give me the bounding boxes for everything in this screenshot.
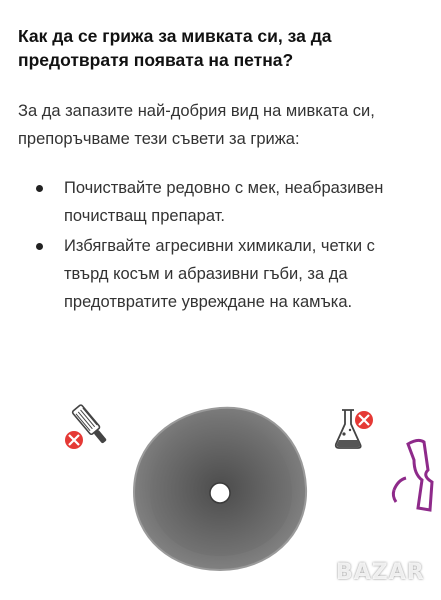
tip-text: Избягвайте агресивни химикали, четки с твърд косъм и абразивни гъби, за да предотвратите увреждане на камъка. — [64, 237, 375, 311]
article-heading: Как да се грижа за мивката си, за да предотвратя появата на петна? — [18, 26, 332, 70]
tip-text: Почиствайте редовно с мек, неабразивен почистващ препарат. — [64, 179, 384, 225]
no-hard-brush-icon — [58, 400, 110, 456]
sponge-icon — [388, 430, 441, 530]
bullet-icon — [36, 185, 43, 192]
list-item — [18, 232, 418, 316]
list-item — [18, 174, 418, 230]
no-chemicals-icon — [328, 400, 380, 456]
bullet-icon — [36, 243, 43, 250]
article-intro: За да запазите най-добрия вид на мивката си, препоръчваме тези съвети за грижа: — [18, 102, 375, 148]
stone-sink-image — [128, 400, 312, 576]
care-tips-list — [18, 174, 418, 318]
watermark-logo: BAZAR — [336, 560, 425, 585]
